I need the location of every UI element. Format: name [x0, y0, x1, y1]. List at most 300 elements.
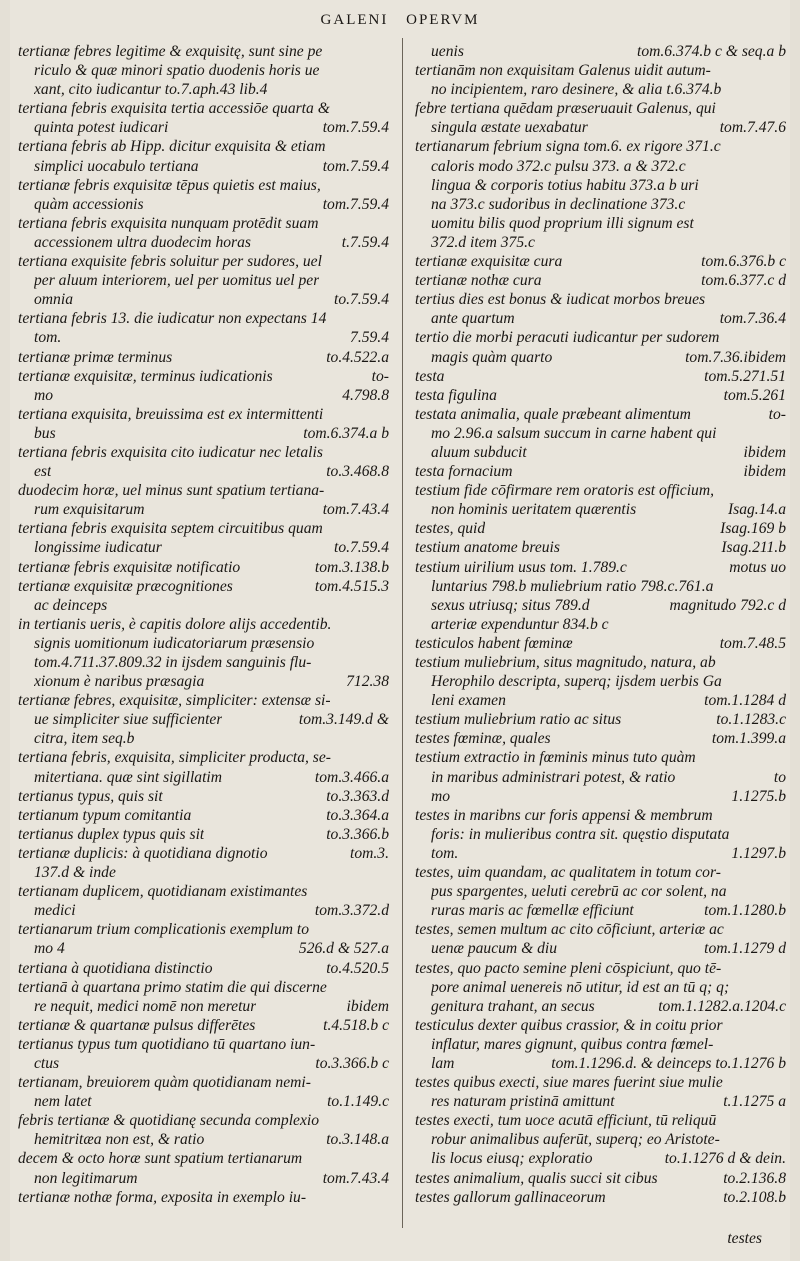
entry-reference: 1.1297.b — [731, 844, 786, 862]
entry-text: robur animalibus auferūt, superq; eo Aristote- — [431, 1131, 720, 1149]
index-line — [18, 157, 389, 176]
entry-reference: tom.1.1280.b — [704, 902, 786, 920]
index-line — [415, 367, 786, 386]
index-line — [415, 405, 786, 424]
entry-text: testes quibus execti, siue mares fuerint siue mulie — [415, 1074, 723, 1092]
entry-reference: to.4.522.a — [326, 348, 389, 366]
index-line — [18, 80, 389, 99]
entry-text: est — [34, 463, 52, 481]
entry-reference: tom.3.372.d — [314, 902, 389, 920]
entry-text: arteriæ expenduntur 834.b c — [431, 615, 609, 633]
index-line — [415, 99, 786, 118]
index-line — [18, 519, 389, 538]
entry-text: ac deinceps — [34, 596, 108, 614]
index-line — [415, 195, 786, 214]
index-line — [18, 137, 389, 156]
entry-text: duodecim horæ, uel minus sunt spatium tertiana- — [18, 482, 325, 500]
index-line — [18, 825, 389, 844]
entry-text: testiculus dexter quibus crassior, & in coitu prior — [415, 1016, 723, 1034]
entry-text: tertiana febris 13. die iudicatur non expectans 14 — [18, 310, 327, 328]
entry-reference: tom.7.43.4 — [322, 501, 389, 519]
entry-text: per aluum interiorem, uel per uomitus uel per — [34, 272, 320, 290]
entry-text: tertianarum trium complicationis exemplum to — [18, 921, 310, 939]
index-line — [415, 710, 786, 729]
index-line — [18, 118, 389, 137]
entry-text: singula æstate uexabatur — [431, 119, 588, 137]
index-line — [18, 500, 389, 519]
entry-text: longissime iudicatur — [34, 539, 162, 557]
entry-text: tom.4.711.37.809.32 in ijsdem sanguinis flu- — [34, 654, 312, 671]
entry-text: tertianæ duplicis: à quotidiana dignotio — [18, 844, 268, 862]
index-line — [415, 328, 786, 347]
entry-text: no incipientem, raro desinere, & alia t.6.374.b — [431, 81, 722, 99]
entry-text: inflatur, mares gignunt, quibus contra fœmel- — [431, 1035, 714, 1053]
column-divider — [402, 38, 403, 1228]
entry-text: genitura trahant, an secus — [431, 997, 595, 1015]
header-word-operum: OPERVM — [406, 12, 480, 28]
index-line — [18, 844, 389, 863]
entry-text: tertiana exquisite febris soluitur per sudores, uel — [18, 253, 322, 271]
entry-text: rum exquisitarum — [34, 501, 145, 519]
entry-text: testes fœminæ, quales — [415, 730, 551, 748]
index-line — [18, 348, 389, 367]
index-line — [415, 806, 786, 825]
index-line — [415, 615, 786, 634]
entry-text: quinta potest iudicari — [34, 119, 169, 137]
entry-text: bus — [34, 424, 56, 442]
index-line — [415, 500, 786, 519]
index-line — [18, 1169, 389, 1188]
index-line — [415, 844, 786, 863]
entry-reference: to — [773, 768, 786, 786]
index-line — [18, 1130, 389, 1149]
entry-reference: tom.7.36.4 — [719, 310, 786, 328]
entry-reference: tom.7.36.ibidem — [685, 348, 786, 366]
entry-text: tertiana exquisita, breuissima est ex intermittenti — [18, 405, 324, 423]
entry-text: testes, quid — [415, 520, 486, 538]
entry-text: hemitritæa non est, & ratio — [34, 1131, 205, 1149]
entry-reference: tom.6.374.a b — [303, 424, 389, 442]
index-line — [415, 80, 786, 99]
index-line — [18, 1188, 389, 1207]
index-line — [18, 328, 389, 347]
entry-text: febris tertianæ & quotidianę secunda complexio — [18, 1112, 320, 1130]
index-line — [18, 634, 389, 653]
entry-text: non hominis ueritatem quærentis — [431, 501, 637, 519]
entry-text: mo — [34, 386, 54, 404]
entry-text: tertiana febris exquisita nunquam protēdit suam — [18, 214, 319, 232]
index-line — [18, 386, 389, 405]
entry-text: testes gallorum gallinaceorum — [415, 1188, 606, 1206]
entry-text: mitertiana. quæ sint sigillatim — [34, 768, 223, 786]
index-line — [18, 787, 389, 806]
entry-text: tertianæ nothæ cura — [415, 272, 542, 290]
entry-reference: tom.4.515.3 — [314, 577, 389, 595]
index-line — [415, 252, 786, 271]
entry-reference: tom.3.149.d & — [298, 711, 389, 729]
entry-text: tertiana febris exquisita tertia accessiōe quarta & — [18, 100, 330, 118]
entry-text: testes, semen multum ac cito cōficiunt, arteriæ ac — [415, 921, 724, 939]
entry-text: testium fide cōfirmare rem oratoris est officium, — [415, 482, 714, 500]
entry-text: testata animalia, quale præbeant alimentum — [415, 405, 691, 423]
entry-text: tertianæ nothæ forma, exposita in exemplo iu- — [18, 1188, 307, 1206]
index-line — [415, 1092, 786, 1111]
index-line — [415, 348, 786, 367]
index-line — [18, 768, 389, 787]
entry-reference: magnitudo 792.c d — [669, 596, 786, 614]
index-line — [18, 653, 389, 672]
entry-text: testium muliebrium ratio ac situs — [415, 711, 622, 729]
index-line — [18, 978, 389, 997]
index-line — [415, 1169, 786, 1188]
index-line — [415, 577, 786, 596]
entry-reference: tom.7.59.4 — [322, 157, 389, 175]
entry-text: non legitimarum — [34, 1169, 138, 1187]
entry-text: signis uomitionum iudicatoriarum præsensio — [34, 634, 315, 652]
entry-reference: tom.7.47.6 — [719, 119, 786, 137]
entry-text: accessionem ultra duodecim horas — [34, 233, 251, 251]
index-line — [415, 1054, 786, 1073]
index-line — [415, 137, 786, 156]
index-line — [415, 157, 786, 176]
entry-reference: tom.7.59.4 — [322, 119, 389, 137]
entry-reference: 1.1275.b — [731, 787, 786, 805]
entry-text: tertiana febris exquisita cito iudicatur nec letalis — [18, 443, 323, 461]
entry-text: tertianām non exquisitam Galenus uidit autum- — [415, 62, 711, 80]
index-line — [415, 959, 786, 978]
index-line — [18, 558, 389, 577]
index-line — [18, 882, 389, 901]
entry-text: tertiana febris exquisita septem circuitibus quam — [18, 520, 323, 538]
index-line — [415, 386, 786, 405]
entry-text: testiculos habent fœminæ — [415, 634, 573, 652]
entry-text: tertianam, breuiorem quàm quotidianam nemi- — [18, 1074, 311, 1092]
index-line — [415, 653, 786, 672]
entry-reference: Isag.211.b — [721, 539, 786, 557]
index-line — [415, 61, 786, 80]
entry-reference: Isag.14.a — [727, 501, 786, 519]
index-line — [415, 214, 786, 233]
index-line — [415, 538, 786, 557]
index-line — [415, 462, 786, 481]
index-line — [18, 99, 389, 118]
entry-text: leni examen — [431, 692, 506, 710]
entry-text: mo — [431, 787, 451, 805]
entry-text: tertianarum febrium signa tom.6. ex rigore 371.c — [415, 138, 721, 156]
index-line — [415, 42, 786, 61]
index-line — [415, 691, 786, 710]
index-line — [415, 481, 786, 500]
entry-text: res naturam pristinā amittunt — [431, 1093, 615, 1111]
index-column-left — [18, 42, 389, 1207]
entry-text: xionum è naribus præsagia — [34, 673, 205, 691]
entry-reference: to.3.148.a — [326, 1131, 389, 1149]
entry-text: 137.d & inde — [34, 864, 116, 882]
entry-reference: to.3.366.b — [326, 825, 389, 843]
entry-text: testa — [415, 367, 445, 385]
entry-text: decem & octo horæ sunt spatium tertianarum — [18, 1150, 303, 1168]
entry-reference: to.4.520.5 — [326, 959, 389, 977]
entry-text: lam — [431, 1054, 455, 1072]
index-line — [415, 1111, 786, 1130]
entry-reference: tom.1.399.a — [711, 730, 786, 748]
index-line — [415, 1149, 786, 1168]
entry-text: testes, uim quandam, ac qualitatem in totum cor- — [415, 864, 721, 882]
index-line — [415, 309, 786, 328]
entry-text: tertianam duplicem, quotidianam existimantes — [18, 883, 308, 901]
entry-reference: tom.1.1282.a.1204.c — [658, 997, 786, 1015]
entry-reference: tom.6.376.b c — [701, 253, 786, 271]
index-line — [415, 748, 786, 767]
index-line — [18, 997, 389, 1016]
entry-text: testa figulina — [415, 386, 497, 404]
index-line — [18, 1016, 389, 1035]
entry-reference: ibidem — [346, 997, 389, 1015]
index-line — [415, 176, 786, 195]
entry-text: in maribus administrari potest, & ratio — [431, 768, 676, 786]
index-line — [18, 61, 389, 80]
entry-reference: to.3.366.b c — [315, 1054, 389, 1072]
entry-text: tertianus typus tum quotidiano tū quartano iun- — [18, 1035, 316, 1053]
entry-reference: to.3.364.a — [326, 806, 389, 824]
index-line — [18, 252, 389, 271]
index-line — [415, 558, 786, 577]
index-line — [18, 214, 389, 233]
index-line — [18, 615, 389, 634]
index-line — [18, 309, 389, 328]
index-line — [415, 863, 786, 882]
index-line — [18, 538, 389, 557]
header-word-galeni: GALENI — [320, 12, 389, 28]
index-line — [18, 710, 389, 729]
index-line — [18, 290, 389, 309]
entry-text: citra, item seq.b — [34, 730, 135, 748]
entry-reference: tom.1.1296.d. & deinceps to.1.1276 b — [551, 1054, 786, 1072]
entry-reference: to- — [768, 405, 786, 423]
index-line — [415, 1188, 786, 1207]
entry-reference: tom.3. — [350, 844, 389, 862]
entry-text: testium extractio in fœminis minus tuto quàm — [415, 749, 696, 767]
entry-text: ruras maris ac fœmellæ efficiunt — [431, 902, 634, 920]
index-line — [18, 672, 389, 691]
entry-text: in tertianis ueris, è capitis dolore alijs accedentib. — [18, 615, 332, 633]
entry-text: sexus utriusq; situs 789.d — [431, 596, 590, 614]
entry-text: re nequit, medici nomē non meretur — [34, 997, 257, 1015]
entry-reference: to.1.1276 d & dein. — [664, 1150, 786, 1168]
entry-text: testa fornacium — [415, 463, 513, 481]
index-line — [18, 1092, 389, 1111]
index-line — [18, 863, 389, 882]
index-line — [18, 367, 389, 386]
index-line — [415, 882, 786, 901]
entry-reference: 712.38 — [346, 673, 389, 691]
index-line — [415, 729, 786, 748]
entry-text: tertianæ exquisitæ, terminus iudicationis — [18, 367, 273, 385]
entry-text: 372.d item 375.c — [431, 233, 535, 251]
index-line — [18, 1149, 389, 1168]
entry-text: tertianæ exquisitæ præcognitiones — [18, 577, 233, 595]
index-line — [18, 443, 389, 462]
entry-reference: to.2.108.b — [723, 1188, 786, 1206]
index-line — [415, 997, 786, 1016]
index-line — [18, 233, 389, 252]
index-line — [415, 901, 786, 920]
index-line — [415, 672, 786, 691]
entry-reference: to.7.59.4 — [333, 291, 389, 309]
entry-text: tertianæ febres, exquisitæ, simpliciter: extensæ si- — [18, 692, 331, 710]
entry-text: tertianæ & quartanæ pulsus differētes — [18, 1016, 256, 1034]
entry-text: aluum subducit — [431, 443, 527, 461]
index-column-right — [415, 42, 786, 1207]
entry-reference: to.2.136.8 — [723, 1169, 786, 1187]
entry-text: tertianus duplex typus quis sit — [18, 825, 205, 843]
entry-text: testes in maribns cur foris appensi & membrum — [415, 806, 713, 824]
entry-text: testium muliebrium, situs magnitudo, natura, ab — [415, 654, 716, 671]
index-line — [18, 271, 389, 290]
entry-text: luntarius 798.b muliebrium ratio 798.c.761.a — [431, 577, 714, 595]
entry-text: pus spargentes, ueluti cerebrū ac cor solent, na — [431, 883, 727, 901]
entry-text: ante quartum — [431, 310, 515, 328]
margin-mark — [26, 1238, 78, 1248]
entry-text: omnia — [34, 291, 73, 309]
entry-reference: to.3.468.8 — [326, 463, 389, 481]
entry-reference: 4.798.8 — [342, 386, 389, 404]
entry-text: caloris modo 372.c pulsu 373. a & 372.c — [431, 157, 686, 175]
entry-text: foris: in mulieribus contra sit. quęstio disputata — [431, 825, 730, 843]
entry-reference: to.7.59.4 — [333, 539, 389, 557]
index-line — [18, 577, 389, 596]
entry-text: tertianæ febris exquisitæ tēpus quietis est maius, — [18, 176, 321, 194]
index-line — [415, 978, 786, 997]
index-line — [18, 920, 389, 939]
index-line — [415, 271, 786, 290]
index-line — [415, 825, 786, 844]
index-line — [18, 424, 389, 443]
entry-text: testes animalium, qualis succi sit cibus — [415, 1169, 658, 1187]
entry-reference: tom.3.466.a — [314, 768, 389, 786]
entry-reference: ibidem — [743, 463, 786, 481]
entry-reference: tom.5.261 — [723, 386, 786, 404]
index-line — [18, 462, 389, 481]
index-line — [415, 787, 786, 806]
entry-text: Herophilo descripta, superq; ijsdem uerbis Ga — [431, 673, 722, 691]
index-line — [415, 634, 786, 653]
entry-text: tertiana febris, exquisita, simpliciter producta, se- — [18, 749, 331, 767]
entry-text: uenis — [431, 43, 464, 60]
entry-text: tertius dies est bonus & iudicat morbos breues — [415, 291, 706, 309]
entry-text: mo 2.96.a salsum succum in carne habent qui — [431, 424, 717, 442]
entry-text: simplici uocabulo tertiana — [34, 157, 199, 175]
index-line — [18, 748, 389, 767]
entry-text: uenæ paucum & diu — [431, 940, 558, 958]
index-line — [18, 901, 389, 920]
entry-text: riculo & quæ minori spatio duodenis horis ue — [34, 62, 320, 80]
index-line — [415, 233, 786, 252]
entry-text: tertianæ primæ terminus — [18, 348, 173, 366]
entry-reference: t.1.1275 a — [723, 1093, 786, 1111]
entry-text: tertiana à quotidiana distinctio — [18, 959, 213, 977]
entry-text: febre tertiana quēdam præseruauit Galenus, qui — [415, 100, 716, 118]
entry-text: tertio die morbi peracuti iudicantur per sudorem — [415, 329, 720, 347]
running-header — [10, 12, 790, 34]
entry-reference: t.4.518.b c — [323, 1016, 389, 1034]
entry-reference: tom.3.138.b — [314, 558, 389, 576]
index-line — [18, 1073, 389, 1092]
entry-reference: tom.1.1279 d — [704, 940, 786, 958]
entry-reference: tom.7.48.5 — [719, 634, 786, 652]
book-page — [10, 0, 790, 1261]
entry-reference: to.1.149.c — [327, 1093, 389, 1111]
index-line — [415, 1073, 786, 1092]
entry-text: medici — [34, 902, 76, 920]
catchword: testes — [727, 1230, 762, 1247]
index-line — [415, 1035, 786, 1054]
entry-reference: ibidem — [743, 443, 786, 461]
entry-reference: tom.6.377.c d — [701, 272, 786, 290]
index-line — [18, 939, 389, 958]
entry-reference: tom.6.374.b c & seq.a b — [637, 43, 786, 60]
index-line — [18, 405, 389, 424]
entry-reference: t.7.59.4 — [341, 233, 389, 251]
index-line — [18, 1111, 389, 1130]
index-line — [415, 1130, 786, 1149]
entry-text: uomitu bilis quod proprium illi signum est — [431, 214, 694, 232]
entry-text: lingua & corporis totius habitu 373.a b uri — [431, 176, 699, 194]
index-line — [18, 176, 389, 195]
index-line — [415, 290, 786, 309]
entry-text: tertianum typum comitantia — [18, 806, 192, 824]
entry-reference: to.3.363.d — [326, 787, 389, 805]
entry-text: tertianus typus, quis sit — [18, 787, 163, 805]
index-line — [415, 118, 786, 137]
entry-text: lis locus eiusq; exploratio — [431, 1150, 593, 1168]
entry-reference: tom.5.271.51 — [704, 367, 786, 385]
index-line — [18, 1035, 389, 1054]
entry-reference: to.1.1283.c — [716, 711, 786, 729]
entry-reference: 7.59.4 — [350, 329, 389, 347]
index-line — [18, 42, 389, 61]
entry-reference: Isag.169 b — [720, 520, 786, 538]
entry-text: tom. — [34, 329, 62, 347]
entry-text: testium anatome breuis — [415, 539, 560, 557]
index-line — [415, 1016, 786, 1035]
entry-text: xant, cito iudicantur to.7.aph.43 lib.4 — [34, 81, 268, 99]
entry-text: tom. — [431, 844, 459, 862]
index-line — [415, 939, 786, 958]
entry-text: ctus — [34, 1054, 60, 1072]
index-line — [415, 519, 786, 538]
entry-text: mo 4 — [34, 940, 65, 958]
entry-text: ue simpliciter siue sufficienter — [34, 711, 223, 729]
index-line — [18, 1054, 389, 1073]
entry-text: testes execti, tum uoce acutā efficiunt, tū reliquū — [415, 1112, 717, 1130]
index-line — [18, 806, 389, 825]
entry-text: testes, quo pacto semine pleni cōspiciunt, quo tē- — [415, 959, 722, 977]
entry-text: na 373.c sudoribus in declinatione 373.c — [431, 195, 686, 213]
entry-text: tertianā à quartana primo statim die qui discerne — [18, 978, 327, 996]
index-line — [18, 195, 389, 214]
entry-reference: tom.1.1284 d — [704, 692, 786, 710]
index-line — [18, 691, 389, 710]
entry-text: magis quàm quarto — [431, 348, 553, 366]
index-line — [415, 768, 786, 787]
index-line — [415, 920, 786, 939]
entry-reference: tom.7.43.4 — [322, 1169, 389, 1187]
index-line — [415, 424, 786, 443]
entry-text: tertiana febris ab Hipp. dicitur exquisita & etiam — [18, 138, 326, 156]
index-line — [18, 729, 389, 748]
entry-text: tertianæ exquisitæ cura — [415, 253, 563, 271]
